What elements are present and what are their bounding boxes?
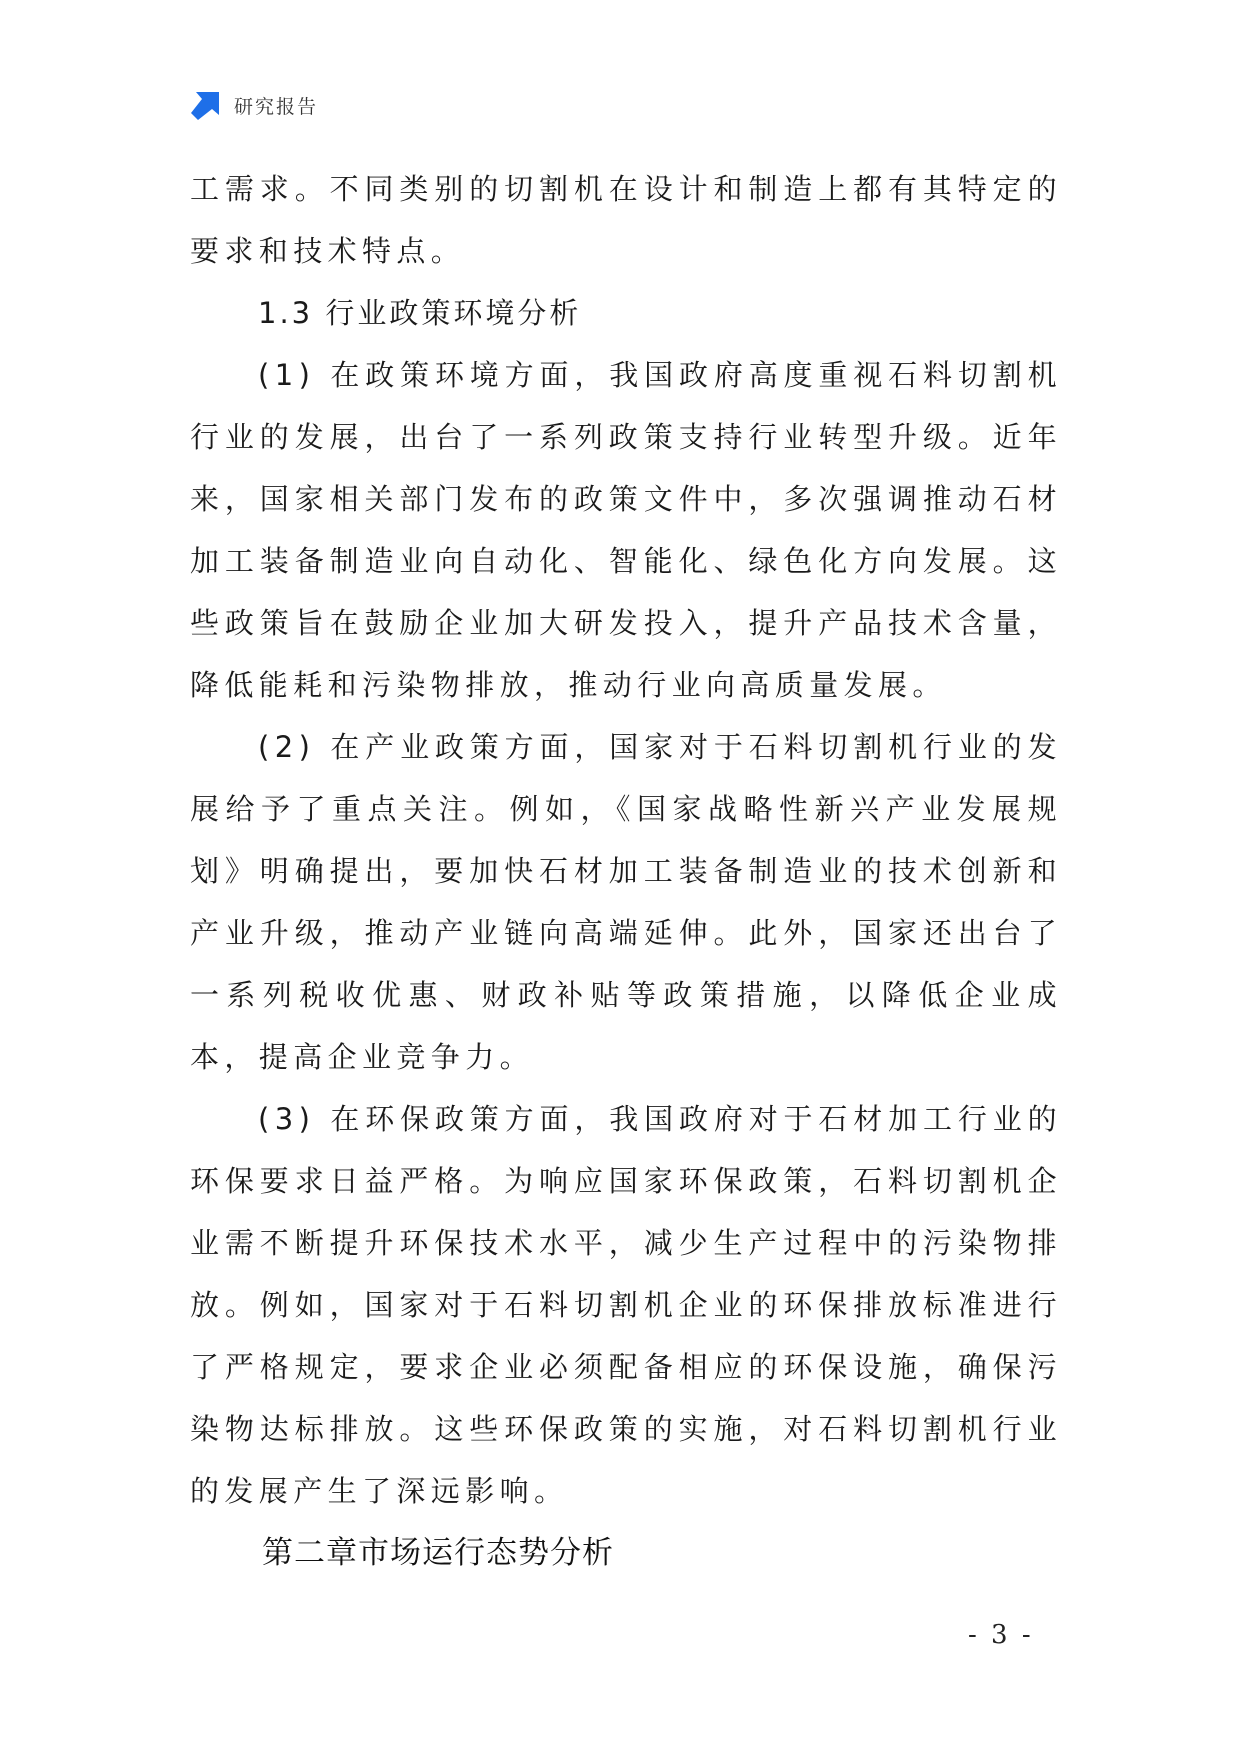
brand-label: 研究报告 [234, 95, 319, 118]
page-number: - 3 - [968, 1620, 1034, 1650]
policy-paragraph-2: (2) 在产业政策方面，国家对于石料切割机行业的发展给予了重点关注。例如，《国家战略性新兴产业发展规划》明确提出，要加快石材加工装备制造业的技术创新和产业升级，推动产业链向高端延伸。此外，国家还出台了一系列税收优惠、财政补贴等政策措施，以降低企业成本，提高企业竞争力。 [190, 730, 1062, 1074]
chapter-heading: 第二章市场运行态势分析 [262, 1535, 614, 1571]
section-heading: 1.3 行业政策环境分析 [258, 296, 582, 330]
arrow-up-right-icon [190, 89, 222, 121]
report-header [190, 88, 318, 122]
intro-paragraph: 工需求。不同类别的切割机在设计和制造上都有其特定的要求和技术特点。 [190, 172, 1062, 268]
document-body [190, 158, 1062, 1584]
brand-logo [190, 89, 222, 121]
policy-paragraph-3: (3) 在环保政策方面，我国政府对于石材加工行业的环保要求日益严格。为响应国家环保政策，石料切割机企业需不断提升环保技术水平，减少生产过程中的污染物排放。例如，国家对于石料切割机企业的环保排放标准进行了严格规定，要求企业必须配备相应的环保设施，确保污染物达标排放。这些环保政策的实施，对石料切割机行业的发展产生了深远影响。 [190, 1102, 1062, 1508]
policy-paragraph-1: (1) 在政策环境方面，我国政府高度重视石料切割机行业的发展，出台了一系列政策支持行业转型升级。近年来，国家相关部门发布的政策文件中，多次强调推动石材加工装备制造业向自动化、智能化、绿色化方向发展。这些政策旨在鼓励企业加大研发投入，提升产品技术含量，降低能耗和污染物排放，推动行业向高质量发展。 [190, 358, 1062, 702]
